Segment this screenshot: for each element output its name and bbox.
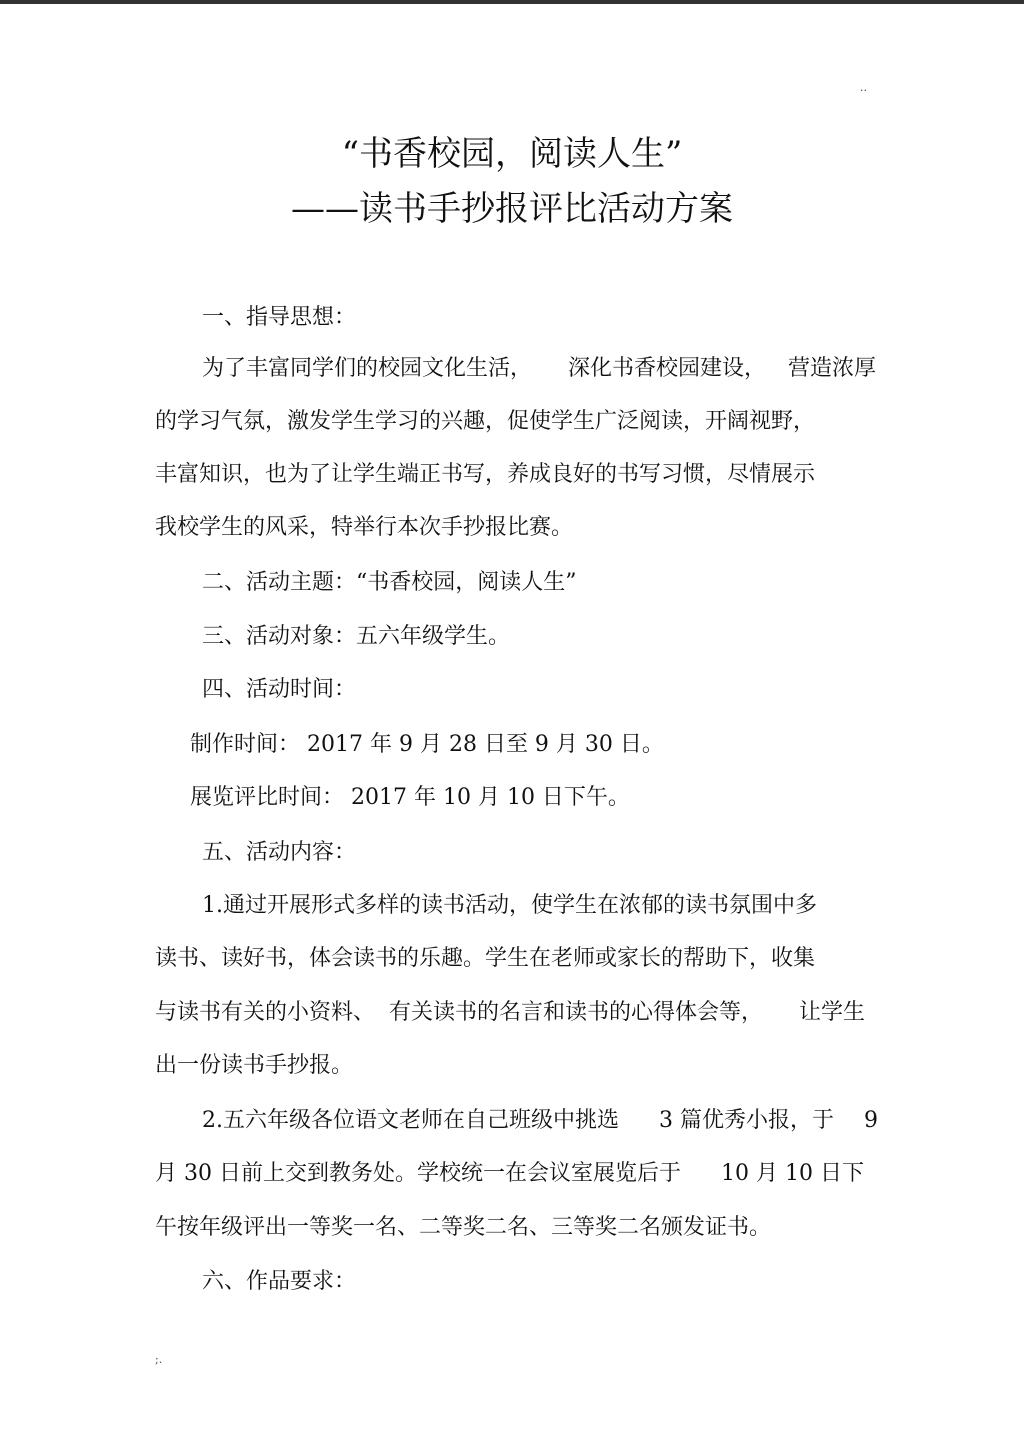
guide-paragraph-line-1 bbox=[202, 358, 876, 380]
section-heading-time: 四、活动时间： bbox=[202, 677, 357, 702]
guide-paragraph-line-3: 丰富知识，也为了让学生端正书写，养成良好的书写习惯，尽情展示 bbox=[155, 462, 816, 487]
corner-mark-top: .. bbox=[860, 81, 867, 94]
top-border-line bbox=[0, 0, 1024, 4]
content-item-2-line-1-part-b: 3 篇优秀小报，于 bbox=[659, 1108, 834, 1133]
content-item-1-line-3-part-c: 让学生 bbox=[799, 1000, 866, 1025]
content-item-1-line-3-part-a: 与读书有关的小资料、 bbox=[155, 1000, 376, 1025]
section-heading-guide: 一、指导思想： bbox=[202, 305, 357, 330]
guide-line-1-part-a: 为了丰富同学们的校园文化生活， bbox=[202, 356, 533, 381]
content-item-1-line-4: 出一份读书手抄报。 bbox=[155, 1053, 354, 1078]
document-subtitle: ——读书手抄报评比活动方案 bbox=[291, 189, 733, 229]
content-item-2-line-1-part-a: 2.五六年级各位语文老师在自己班级中挑选 bbox=[202, 1108, 619, 1133]
section-heading-target: 三、活动对象：五六年级学生。 bbox=[202, 624, 511, 649]
guide-line-1-part-c: 营造浓厚 bbox=[788, 356, 877, 381]
section-heading-content: 五、活动内容： bbox=[202, 840, 357, 865]
content-item-2-line-3: 午按年级评出一等奖一名、二等奖二名、三等奖二名颁发证书。 bbox=[155, 1215, 772, 1240]
content-item-2-line-2-part-a: 月 30 日前上交到教务处。学校统一在会议室展览后于 bbox=[155, 1161, 681, 1186]
section-heading-theme: 二、活动主题：“书香校园，阅读人生” bbox=[202, 570, 577, 595]
guide-paragraph-line-4: 我校学生的风采，特举行本次手抄报比赛。 bbox=[155, 515, 574, 540]
exhibition-time: 展览评比时间： 2017 年 10 月 10 日下午。 bbox=[190, 785, 630, 810]
content-item-2-line-1 bbox=[202, 1110, 878, 1132]
content-item-1-line-1: 1.通过开展形式多样的读书活动，使学生在浓郁的读书氛围中多 bbox=[202, 893, 817, 918]
section-heading-requirements: 六、作品要求： bbox=[202, 1269, 357, 1294]
production-time: 制作时间： 2017 年 9 月 28 日至 9 月 30 日。 bbox=[190, 732, 664, 757]
content-item-1-line-3 bbox=[155, 1002, 865, 1024]
content-item-1-line-3-part-b: 有关读书的名言和读书的心得体会等， bbox=[389, 1000, 764, 1025]
content-item-1-line-2: 读书、读好书，体会读书的乐趣。学生在老师或家长的帮助下，收集 bbox=[155, 946, 816, 971]
guide-paragraph-line-2: 的学习气氛，激发学生学习的兴趣，促使学生广泛阅读，开阔视野， bbox=[155, 409, 816, 434]
corner-mark-bottom: ;. bbox=[155, 1353, 163, 1366]
content-item-2-line-1-part-c: 9 bbox=[864, 1108, 878, 1133]
guide-line-1-part-b: 深化书香校园建设， bbox=[568, 356, 767, 381]
content-item-2-line-2 bbox=[155, 1163, 864, 1185]
document-title: “书香校园，阅读人生” bbox=[341, 134, 683, 174]
content-item-2-line-2-part-b: 10 月 10 日下 bbox=[720, 1161, 864, 1186]
